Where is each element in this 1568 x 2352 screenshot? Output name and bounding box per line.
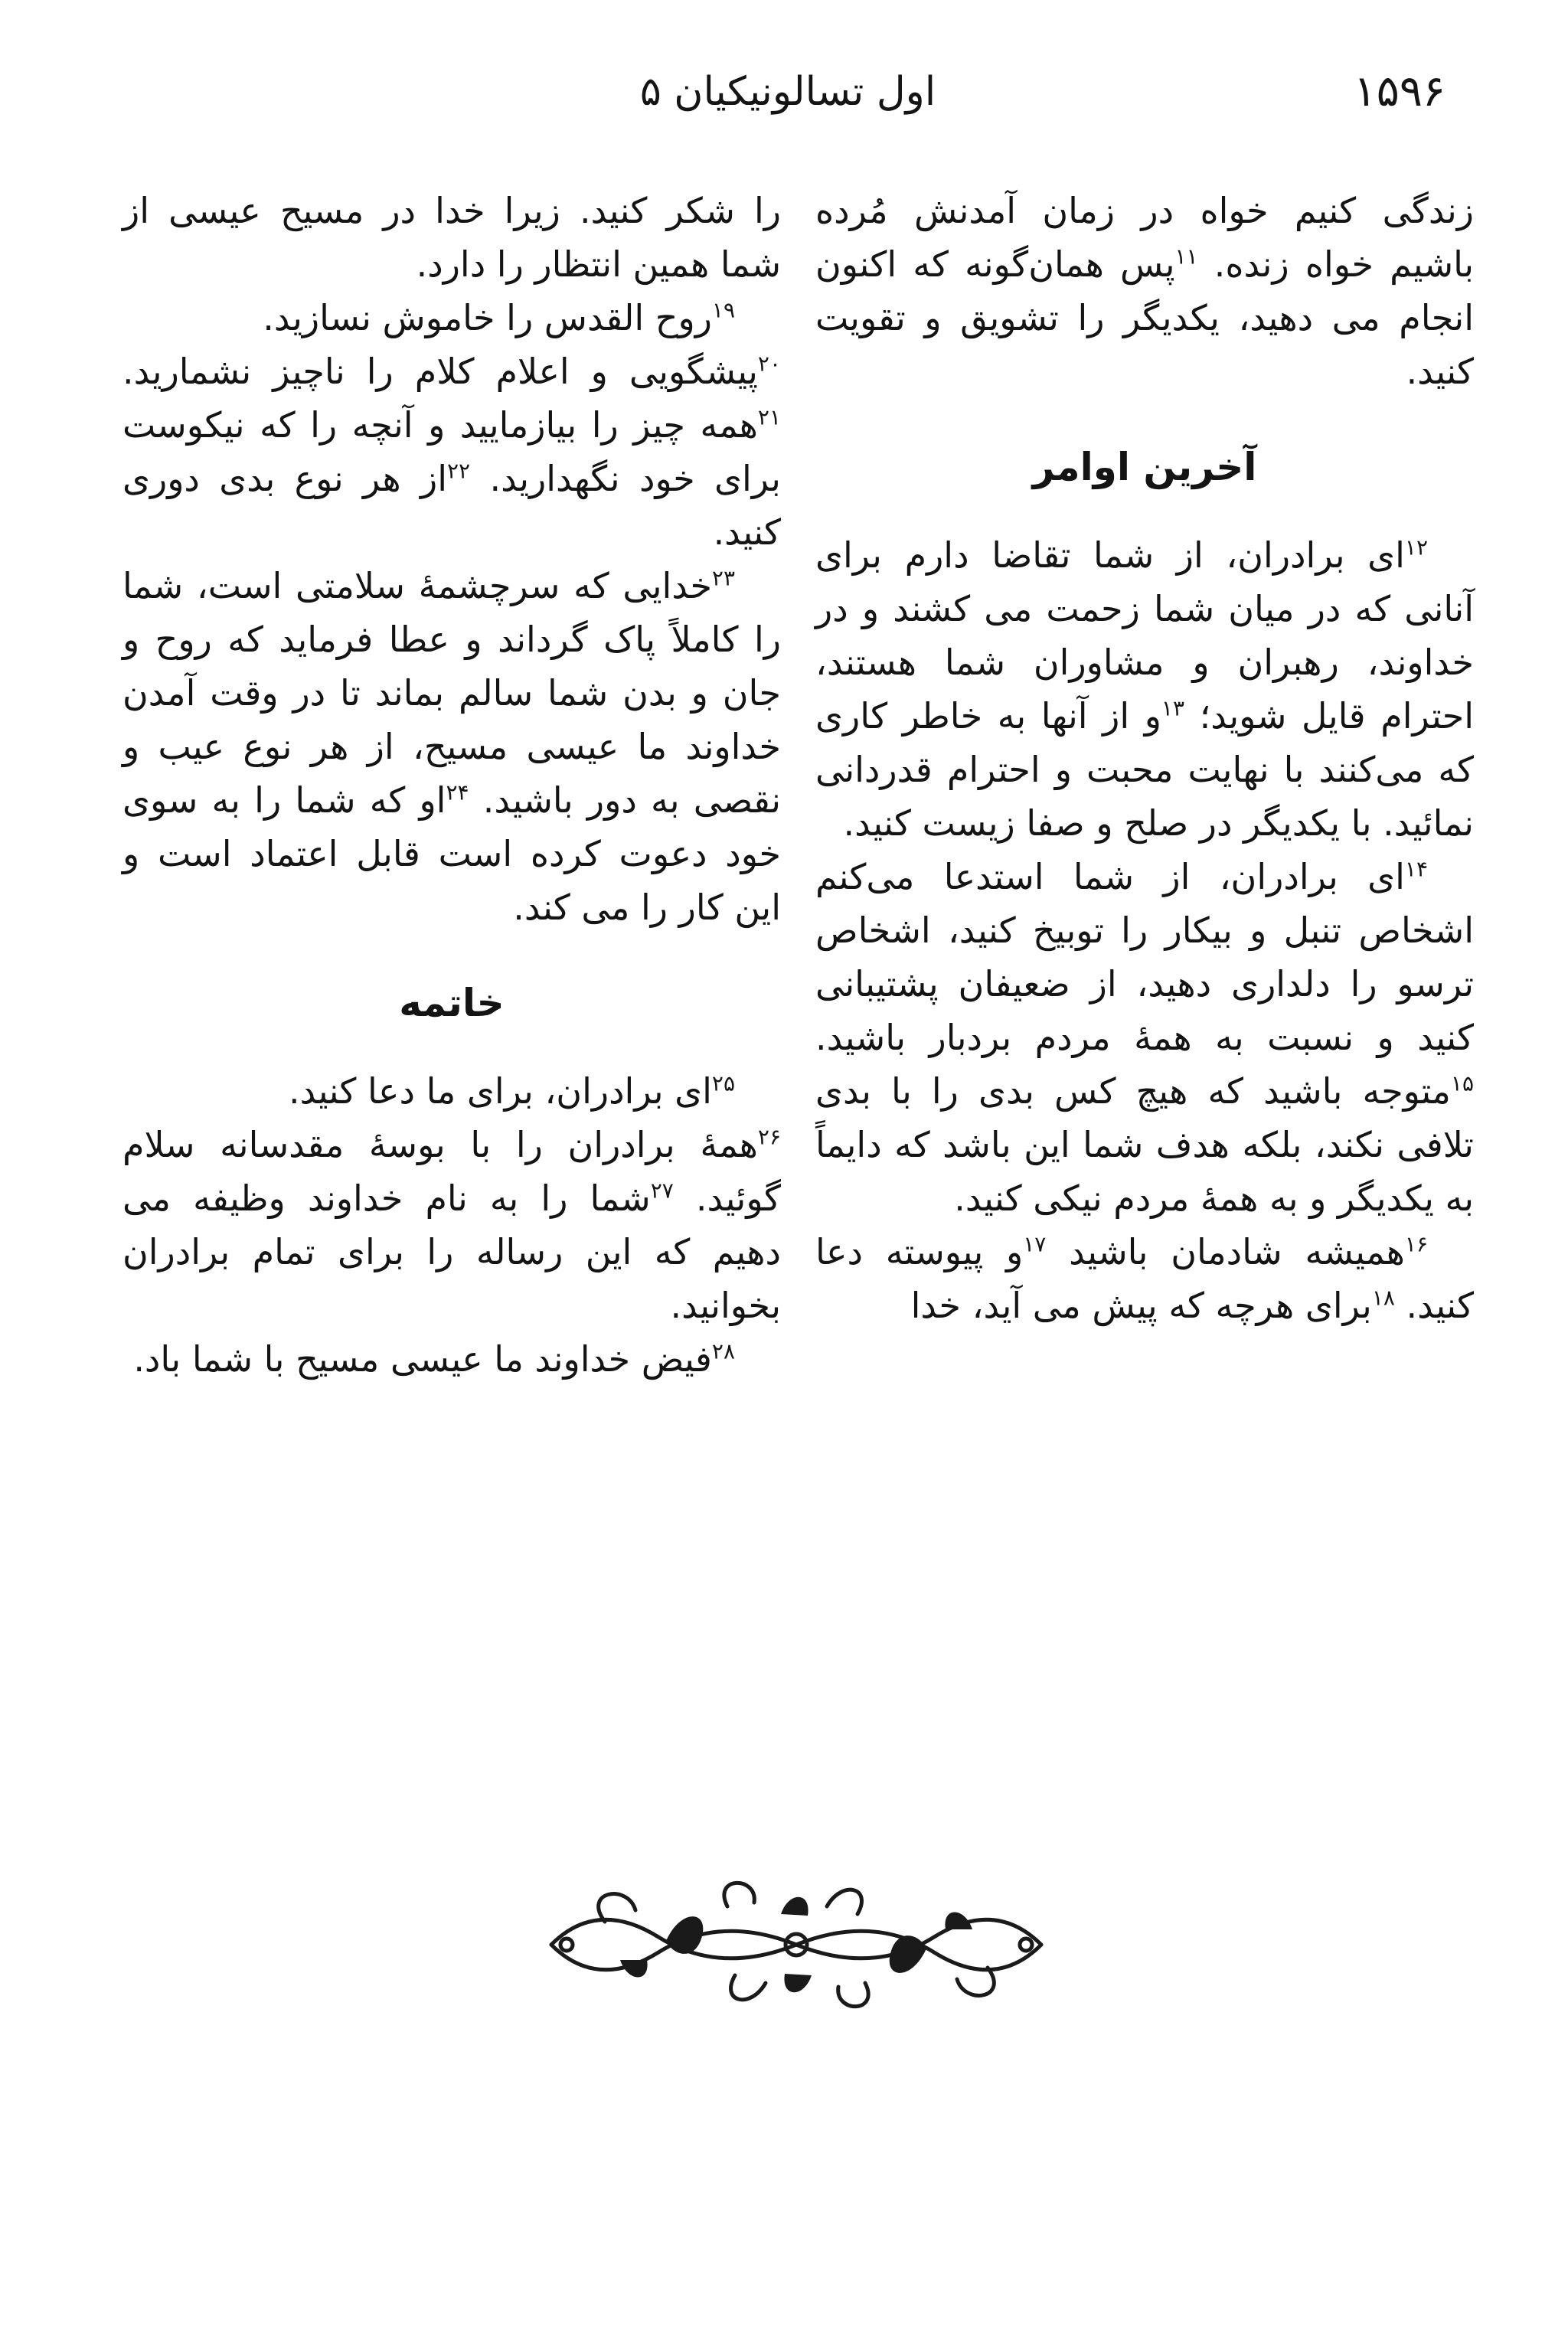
verse-number: ۲۵	[711, 1070, 735, 1096]
verse-text: پیشگویی و اعلام کلام را ناچیز نشمارید.	[122, 351, 758, 392]
verse-text: خدایی که سرچشمهٔ سلامتی است، شما را کاملاً پاک گرداند و عطا فرماید که روح و جان و بدن شما سالم بماند تا در وقت آمدن خداوند ما عیسی مسیح، از هر نوع عیب و نقصی به دور باشید.	[122, 565, 781, 821]
verse-number: ۲۷	[650, 1178, 674, 1204]
verse-text: ای برادران، برای ما دعا کنید.	[288, 1070, 712, 1112]
verse-number: ۱۵	[1450, 1070, 1474, 1096]
verse-text: از هر نوع بدی دوری کنید.	[122, 458, 781, 553]
verse-number: ۲۲	[447, 458, 471, 484]
verse-text: پس همان‌گونه که اکنون انجام می دهید، یکدیگر را تشویق و تقویت کنید.	[815, 243, 1474, 392]
paragraph	[122, 559, 781, 934]
verse-text: زندگی کنیم خواه در زمان آمدنش مُرده باشیم خواه زنده.	[815, 190, 1474, 285]
verse-number: ۱۸	[1371, 1285, 1395, 1311]
verse-text: ای برادران، از شما استدعا می‌کنم اشخاص تنبل و بیکار را توبیخ کنید، اشخاص ترسو را دلداری دهید، از ضعیفان پشتیبانی کنید و نسبت به همهٔ مردم بردبار باشید.	[815, 856, 1474, 1058]
paragraph	[122, 1064, 781, 1118]
paragraph	[815, 528, 1474, 850]
section-heading: خاتمه	[399, 981, 505, 1025]
verse-number: ۱۱	[1174, 243, 1198, 270]
paragraph	[815, 1225, 1474, 1332]
floral-ornament-icon	[536, 1868, 1057, 2021]
verse-number: ۱۳	[1161, 695, 1184, 721]
section-heading: آخرین اوامر	[1032, 445, 1257, 489]
verse-text: او که شما را به سوی خود دعوت کرده است قابل اعتماد است و این کار را می کند.	[122, 779, 781, 928]
page-number: ۱۵۹۶	[1353, 67, 1446, 116]
paragraph	[122, 1332, 781, 1386]
verse-text: برای هرچه که پیش می آید، خدا	[910, 1285, 1372, 1326]
paragraph	[122, 291, 781, 345]
left-column	[122, 184, 781, 1386]
verse-text: فیض خداوند ما عیسی مسیح با شما باد.	[133, 1338, 712, 1380]
verse-number: ۲۴	[446, 779, 469, 805]
right-column	[815, 184, 1474, 1332]
paragraph	[815, 850, 1474, 1225]
running-title: اول تسالونیکیان ۵	[639, 69, 936, 115]
paragraph	[122, 345, 781, 559]
verse-text: و پیوسته دعا کنید.	[815, 1231, 1474, 1326]
verse-number: ۲۳	[711, 565, 735, 591]
verse-number: ۱۴	[1404, 856, 1428, 882]
verse-text: همه چیز را بیازمایید و آنچه را که نیکوست برای خود نگهدارید.	[122, 404, 781, 499]
paragraph	[815, 184, 1474, 398]
verse-number: ۱۹	[711, 297, 735, 323]
page-header	[130, 61, 1446, 122]
verse-text: و از آنها به خاطر کاری که می‌کنند با نهایت محبت و احترام قدردانی نمائید. با یکدیگر در صلح و صفا زیست کنید.	[815, 695, 1474, 844]
paragraph	[122, 1118, 781, 1332]
verse-number: ۲۰	[757, 351, 781, 377]
verse-number: ۱۶	[1404, 1231, 1428, 1257]
verse-text: همیشه شادمان باشید	[1046, 1231, 1405, 1272]
verse-number: ۲۶	[757, 1124, 781, 1150]
verse-text: همهٔ برادران را با بوسهٔ مقدسانه سلام گوئید.	[122, 1124, 781, 1219]
verse-text: ای برادران، از شما تقاضا دارم برای آنانی که در میان شما زحمت می کشند و در خداوند، رهبران و مشاوران شما هستند، احترام قایل شوید؛	[815, 534, 1474, 737]
verse-number: ۲۸	[711, 1338, 735, 1364]
paragraph	[122, 184, 781, 291]
verse-text: متوجه باشید که هیچ کس بدی را با بدی تلافی نکند، بلکه هدف شما این باشد که دایماً به یکدیگر و به همهٔ مردم نیکی کنید.	[815, 1070, 1474, 1219]
verse-number: ۱۷	[1023, 1231, 1047, 1257]
verse-number: ۲۱	[757, 404, 781, 430]
verse-number: ۱۲	[1404, 534, 1428, 560]
verse-text: را شکر کنید. زیرا خدا در مسیح عیسی از شما همین انتظار را دارد.	[122, 190, 781, 285]
verse-text: شما را به نام خداوند وظیفه می دهیم که این رساله را برای تمام برادران بخوانید.	[122, 1178, 781, 1326]
verse-text: روح القدس را خاموش نسازید.	[263, 297, 712, 338]
